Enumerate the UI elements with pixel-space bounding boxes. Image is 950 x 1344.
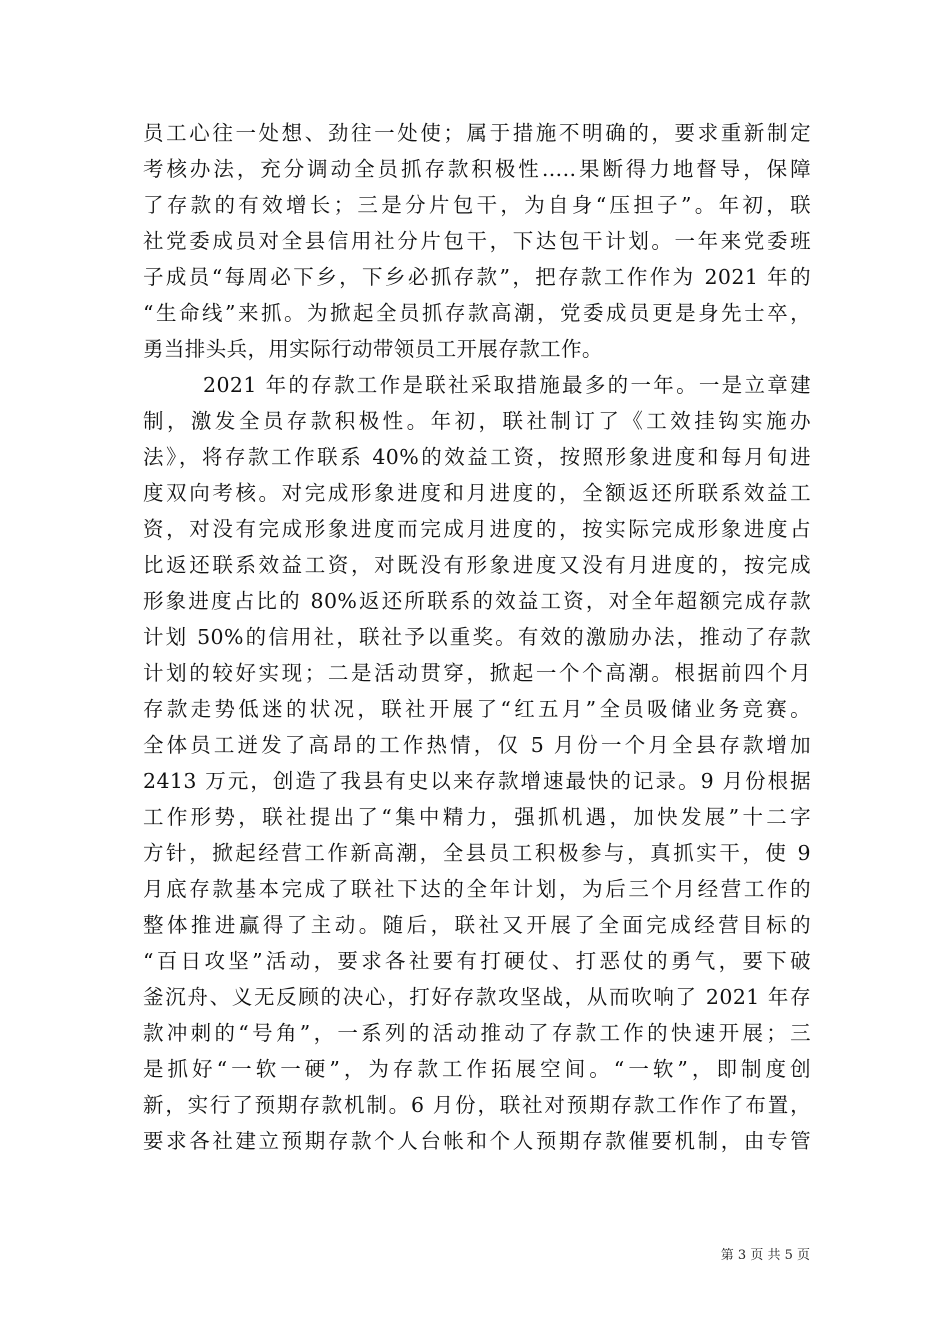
text-line: 了存款的有效增长；三是分片包干，为自身“压担子”。年初，联 (143, 193, 811, 217)
text-line: 法》，将存款工作联系 40%的效益工资，按照形象进度和每月旬进 (143, 445, 811, 469)
text-line: 要求各社建立预期存款个人台帐和个人预期存款催要机制，由专管 (143, 1129, 811, 1153)
text-line: 计划的较好实现；二是活动贯穿，掀起一个个高潮。根据前四个月 (143, 661, 811, 685)
text-line: 釜沉舟、义无反顾的决心，打好存款攻坚战，从而吹响了 2021 年存 (143, 985, 811, 1009)
text-line: 整体推进赢得了主动。随后，联社又开展了全面完成经营目标的 (143, 913, 811, 937)
text-line: 新，实行了预期存款机制。6 月份，联社对预期存款工作作了布置， (143, 1093, 811, 1117)
text-line: 度双向考核。对完成形象进度和月进度的，全额返还所联系效益工 (143, 481, 811, 505)
text-line: 员工心往一处想、劲往一处使；属于措施不明确的，要求重新制定 (143, 121, 811, 145)
text-line: 工作形势，联社提出了“集中精力，强抓机遇，加快发展”十二字 (143, 805, 811, 829)
text-line: 月底存款基本完成了联社下达的全年计划，为后三个月经营工作的 (143, 877, 811, 901)
text-line: 款冲刺的“号角”，一系列的活动推动了存款工作的快速开展；三 (143, 1021, 811, 1045)
text-line: “生命线”来抓。为掀起全员抓存款高潮，党委成员更是身先士卒， (143, 301, 811, 325)
text-line: 计划 50%的信用社，联社予以重奖。有效的激励办法，推动了存款 (143, 625, 811, 649)
body-text (143, 115, 811, 1159)
text-line: 比返还联系效益工资，对既没有形象进度又没有月进度的，按完成 (143, 553, 811, 577)
text-line: 方针，掀起经营工作新高潮，全县员工积极参与，真抓实干，使 9 (143, 841, 811, 865)
text-line: 形象进度占比的 80%返还所联系的效益工资，对全年超额完成存款 (143, 589, 811, 613)
text-line: “百日攻坚”活动，要求各社要有打硬仗、打恶仗的勇气，要下破 (143, 949, 811, 973)
text-line: 制，激发全员存款积极性。年初，联社制订了《工效挂钩实施办 (143, 409, 811, 433)
page-number-footer: 第 3 页 共 5 页 (720, 1248, 810, 1263)
text-line: 存款走势低迷的状况，联社开展了“红五月”全员吸储业务竞赛。 (143, 697, 811, 721)
text-line: 2413 万元，创造了我县有史以来存款增速最快的记录。9 月份根据 (143, 769, 811, 793)
text-line: 考核办法，充分调动全员抓存款积极性…..果断得力地督导，保障 (143, 157, 811, 181)
text-line: 子成员“每周必下乡，下乡必抓存款”，把存款工作作为 2021 年的 (143, 265, 811, 289)
text-line: 勇当排头兵，用实际行动带领员工开展存款工作。 (143, 337, 603, 361)
paragraph-first-line: 2021 年的存款工作是联社采取措施最多的一年。一是立章建 (203, 373, 811, 397)
text-line: 社党委成员对全县信用社分片包干，下达包干计划。一年来党委班 (143, 229, 811, 253)
text-line: 是抓好“一软一硬”，为存款工作拓展空间。“一软”，即制度创 (143, 1057, 811, 1081)
text-line: 全体员工迸发了高昂的工作热情，仅 5 月份一个月全县存款增加 (143, 733, 811, 757)
text-line: 资，对没有完成形象进度而完成月进度的，按实际完成形象进度占 (143, 517, 811, 541)
